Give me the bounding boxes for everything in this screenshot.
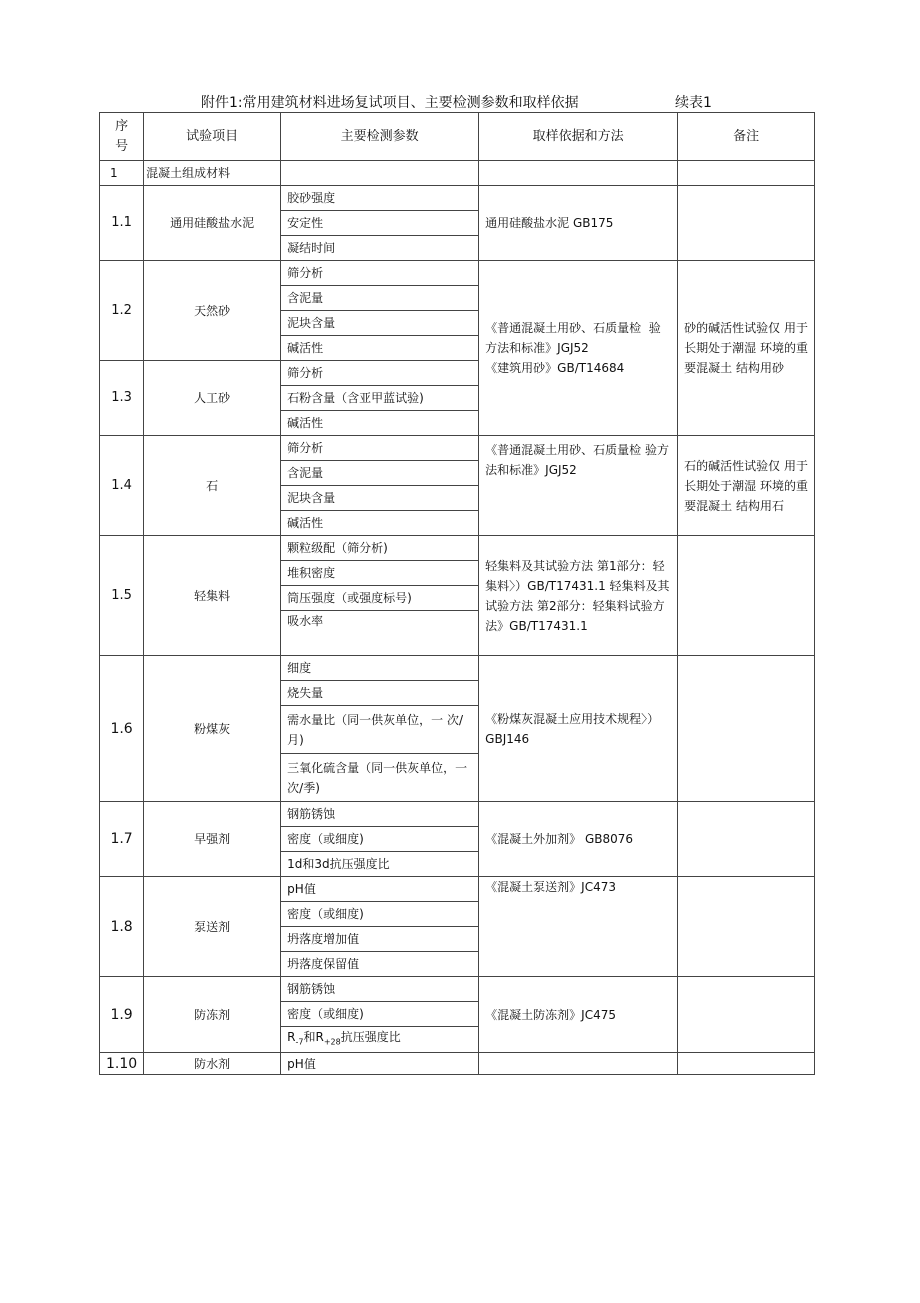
param-cell: pH值 — [281, 877, 479, 902]
note-cell — [678, 802, 815, 877]
method-cell: 《混凝土防冻剂》JC475 — [479, 977, 678, 1053]
document-title: 附件1:常用建筑材料进场复试项目、主要检测参数和取样依据 — [201, 95, 579, 111]
table-row — [100, 977, 815, 1002]
param-cell: 密度（或细度) — [281, 827, 479, 852]
section-no: 1 — [100, 161, 144, 186]
test-item: 防冻剂 — [144, 977, 281, 1053]
param-cell: 钢筋锈蚀 — [281, 977, 479, 1002]
method-cell: 《普通混凝土用砂、石质量检 验方法和标准》JGJ52 《建筑用砂》GB/T14684 — [479, 261, 678, 436]
param-cell: 凝结时间 — [281, 236, 479, 261]
table-row — [100, 656, 815, 681]
row-no: 1.8 — [100, 877, 144, 977]
header-no: 序 号 — [100, 113, 144, 161]
param-cell: 钢筋锈蚀 — [281, 802, 479, 827]
empty-cell — [281, 161, 479, 186]
param-cell: 胶砂强度 — [281, 186, 479, 211]
param-cell: 需水量比（同一供灰单位，一 次/月) — [281, 706, 479, 754]
param-cell: 烧失量 — [281, 681, 479, 706]
note-cell — [678, 877, 815, 977]
param-cell: 石粉含量（含亚甲蓝试验) — [281, 386, 479, 411]
param-cell: 1d和3d抗压强度比 — [281, 852, 479, 877]
param-cell: 泥块含量 — [281, 486, 479, 511]
param-subscript: -7 — [295, 1037, 304, 1047]
test-item: 防水剂 — [144, 1053, 281, 1075]
method-cell: 轻集料及其试验方法 第1部分：轻集料〉）GB/T17431.1 轻集料及其试验方法 第2部分：轻集料试验方法》GB/T17431.1 — [479, 536, 678, 656]
param-cell: 细度 — [281, 656, 479, 681]
note-cell — [678, 1053, 815, 1075]
empty-cell — [479, 161, 678, 186]
param-cell: 筛分析 — [281, 361, 479, 386]
test-item: 泵送剂 — [144, 877, 281, 977]
row-no: 1.7 — [100, 802, 144, 877]
param-cell: 含泥量 — [281, 286, 479, 311]
continuation-label: 续表1 — [675, 95, 712, 111]
param-cell: 安定性 — [281, 211, 479, 236]
test-item: 粉煤灰 — [144, 656, 281, 802]
header-item: 试验项目 — [144, 113, 281, 161]
param-cell: 碱活性 — [281, 511, 479, 536]
row-no: 1.4 — [100, 436, 144, 536]
table-row — [100, 261, 815, 286]
row-no: 1.2 — [100, 261, 144, 361]
param-cell: 含泥量 — [281, 461, 479, 486]
param-cell: 坍落度保留值 — [281, 952, 479, 977]
row-no: 1.1 — [100, 186, 144, 261]
header-params: 主要检测参数 — [281, 113, 479, 161]
param-cell: 密度（或细度) — [281, 1002, 479, 1027]
section-row — [100, 161, 815, 186]
table-row — [100, 1053, 815, 1075]
table-row — [100, 536, 815, 561]
method-cell: 通用硅酸盐水泥 GB175 — [479, 186, 678, 261]
param-cell: 碱活性 — [281, 411, 479, 436]
row-no: 1.5 — [100, 536, 144, 656]
method-cell: 《粉煤灰混凝土应用技术规程〉）GBJ146 — [479, 656, 678, 802]
method-cell: 《混凝土外加剂》 GB8076 — [479, 802, 678, 877]
param-cell-strength-ratio — [281, 1027, 479, 1053]
test-item: 天然砂 — [144, 261, 281, 361]
empty-cell — [678, 161, 815, 186]
param-subscript: +28 — [323, 1037, 341, 1047]
param-cell: 颗粒级配（筛分析) — [281, 536, 479, 561]
header-row — [100, 113, 815, 161]
test-item: 人工砂 — [144, 361, 281, 436]
param-cell: 碱活性 — [281, 336, 479, 361]
param-text: 抗压强度比 — [340, 1030, 401, 1044]
param-text: 和R — [303, 1030, 324, 1044]
param-cell: 泥块含量 — [281, 311, 479, 336]
row-no: 1.3 — [100, 361, 144, 436]
table-row — [100, 877, 815, 902]
note-cell: 石的碱活性试验仅 用于长期处于潮湿 环境的重要混凝土 结构用石 — [678, 436, 815, 536]
method-cell: 《普通混凝土用砂、石质量检 验方法和标准》JGJ52 — [479, 436, 678, 536]
table-row — [100, 186, 815, 211]
param-cell: 筛分析 — [281, 261, 479, 286]
param-cell: 坍落度增加值 — [281, 927, 479, 952]
method-cell: 《混凝土泵送剂》JC473 — [479, 877, 678, 977]
header-method: 取样依据和方法 — [479, 113, 678, 161]
test-item: 轻集料 — [144, 536, 281, 656]
param-cell: 三氧化硫含量（同一供灰单位，一次/季) — [281, 754, 479, 802]
row-no: 1.9 — [100, 977, 144, 1053]
param-cell: pH值 — [281, 1053, 479, 1075]
test-item: 石 — [144, 436, 281, 536]
test-item: 早强剂 — [144, 802, 281, 877]
row-no: 1.10 — [100, 1053, 144, 1075]
param-cell: 密度（或细度) — [281, 902, 479, 927]
param-cell: 筒压强度（或强度标号) — [281, 586, 479, 611]
note-cell — [678, 977, 815, 1053]
param-cell: 堆积密度 — [281, 561, 479, 586]
param-cell: 筛分析 — [281, 436, 479, 461]
note-cell: 砂的碱活性试验仅 用于长期处于潮湿 环境的重要混凝土 结构用砂 — [678, 261, 815, 436]
method-cell — [479, 1053, 678, 1075]
table-row — [100, 802, 815, 827]
section-name: 混凝土组成材料 — [144, 161, 281, 186]
note-cell — [678, 656, 815, 802]
note-cell — [678, 186, 815, 261]
header-note: 备注 — [678, 113, 815, 161]
materials-table — [99, 112, 815, 1075]
param-cell: 吸水率 — [281, 611, 479, 656]
document-title-line — [0, 92, 920, 112]
row-no: 1.6 — [100, 656, 144, 802]
table-row — [100, 436, 815, 461]
test-item: 通用硅酸盐水泥 — [144, 186, 281, 261]
note-cell — [678, 536, 815, 656]
param-text: R — [287, 1030, 296, 1044]
